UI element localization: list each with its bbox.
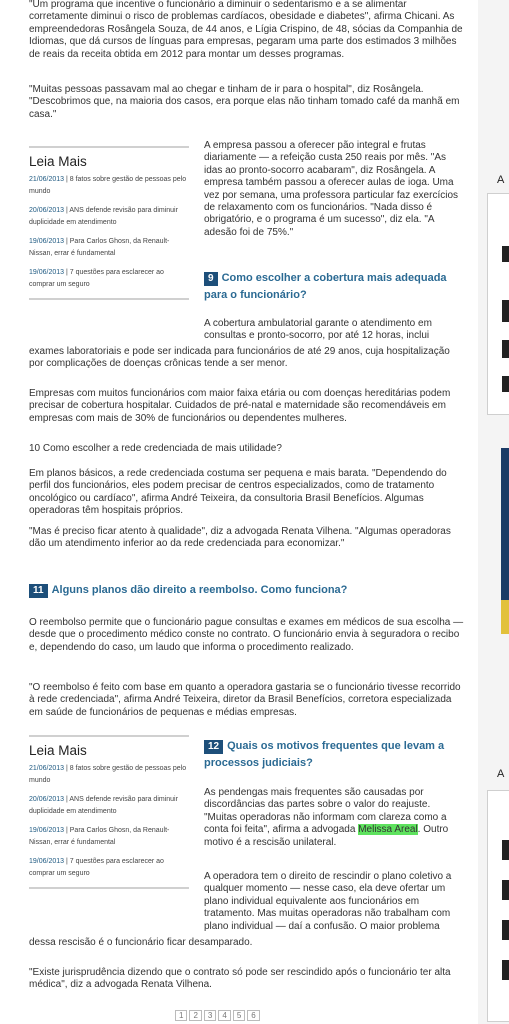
sidebar-heading: A <box>497 768 505 780</box>
leia-mais-title: Leia Mais <box>29 735 189 763</box>
paragraph-6: 10 Como escolher a rede credenciada de mais utilidade? <box>29 443 282 454</box>
sidebar-marker <box>502 376 509 392</box>
question-9-heading: 9 Como escolher a cobertura mais adequada para o funcionário? <box>204 272 447 301</box>
sidebar-marker <box>502 840 509 860</box>
paragraph-12a: A operadora tem o direito de rescindir o plano coletivo a qualquer momento — nesse caso, ela deve ofertar um plano individual equivalente aos funcionários em tratamento. Mas muitas operadoras não trabalham com plano individual — daí a confusão. O maior problema <box>204 871 452 932</box>
leia-mais-link[interactable]: 19/06/2013 | 7 questões para esclarecer ao comprar um seguro <box>29 858 164 877</box>
sidebar-widget-box <box>487 790 509 1022</box>
leia-mais-link[interactable]: 21/06/2013 | 8 fatos sobre gestão de pessoas pelo mundo <box>29 176 187 195</box>
paragraph-5: Empresas com muitos funcionários com maior faixa etária ou com doenças hereditárias podem precisar de cobertura hospitalar. Cuidados de pré-natal e maternidade são recomendáveis em empresas com mais de 30% de funcionários ou dependentes mulheres. <box>29 388 451 424</box>
leia-mais-box-2 <box>29 735 189 889</box>
paragraph-4b: exames laboratoriais e pode ser indicada para funcionários de até 29 anos, cuja hospitalização por complicações de doenças crônicas tende a ser menor. <box>29 346 450 370</box>
divider <box>29 298 189 300</box>
leia-mais-link[interactable]: 20/06/2013 | ANS defende revisão para diminuir duplicidade em atendimento <box>29 796 178 815</box>
paragraph-12b: dessa rescisão é o funcionário ficar desamparado. <box>29 937 253 948</box>
question-number-badge: 11 <box>29 584 48 598</box>
leia-mais-link[interactable]: 19/06/2013 | Para Carlos Ghosn, da Renault-Nissan, errar é fundamental <box>29 827 170 846</box>
sidebar-marker <box>502 880 509 900</box>
paragraph-11: As pendengas mais frequentes são causadas por discordâncias das partes sobre o valor do reajuste. "Muitas operadoras não informam com clareza como a conta foi feita", afirma a advogada Melissa Areal. Outro motivo é a rescisão unilateral. <box>204 787 449 848</box>
sidebar-marker <box>502 340 509 358</box>
pagination <box>175 1010 262 1021</box>
sidebar-ad-accent <box>501 600 509 634</box>
paragraph-2: "Muitas pessoas passavam mal ao chegar e tinham de ir para o hospital", diz Rosângela. "Descobrimos que, na maioria dos casos, era porque elas não tinham tomado café da manhã em casa." <box>29 84 460 120</box>
question-12-heading: 12 Quais os motivos frequentes que levam a processos judiciais? <box>204 740 445 769</box>
paragraph-9: O reembolso permite que o funcionário pague consultas e exames em médicos de sua escolha — desde que o procedimento médico conste no contrato. O funcionário envia à seguradora o recibo e, dependendo do caso, um laudo que informa o procedimento realizado. <box>29 617 464 653</box>
paragraph-13: "Existe jurisprudência dizendo que o contrato só pode ser rescindido após o funcionário ter alta médica", diz a advogada Renata Vilhena. <box>29 967 451 991</box>
page-link[interactable]: 1 <box>175 1010 187 1021</box>
paragraph-1: "Um programa que incentive o funcionário a diminuir o sedentarismo e a se alimentar corretamente diminui o risco de problemas cardíacos, obesidade e diabetes", afirma Chicani. As empreendedoras Rosângela Souza, de 44 anos, e Lígia Crispino, de 48, sócias da Companhia de Idiomas, que dá cursos de línguas para empresas, pegaram uma parte dos estimados 3 milhões de reais da receita obtida em 2012 para montar um desses programas. <box>29 0 463 60</box>
leia-mais-link[interactable]: 19/06/2013 | Para Carlos Ghosn, da Renault-Nissan, errar é fundamental <box>29 238 170 257</box>
paragraph-3: A empresa passou a oferecer pão integral e frutas diariamente — a refeição custa 250 reais por mês. "As idas ao pronto-socorro acabaram", diz Rosângela. A empresa também passou a oferecer aulas de ioga. Uma vez por semana, uma professora particular faz exercícios de relaxamento com os funcionários. "Nada disso é obrigatório, e o programa é um sucesso", diz ela. "A adesão foi de 75%." <box>204 140 458 238</box>
leia-mais-box-1 <box>29 146 189 300</box>
paragraph-7: Em planos básicos, a rede credenciada costuma ser pequena e mais barata. "Dependendo do perfil dos funcionários, eles podem precisar de centros especializados, como de tratamento oncológico ou cardíaco", afirma André Teixeira, da consultoria Brasil Benefícios. Algumas operadoras têm hospitais próprios. <box>29 468 447 517</box>
question-number-badge: 12 <box>204 740 223 754</box>
paragraph-10: "O reembolso é feito com base em quanto a operadora gastaria se o funcionário tivesse recorrido à rede credenciada", afirma André Teixeira, diretor da Brasil Benefícios, corretora especializada em saúde de funcionários de pequenas e médias empresas. <box>29 682 461 718</box>
divider <box>29 887 189 889</box>
page-link[interactable]: 3 <box>204 1010 216 1021</box>
leia-mais-link[interactable]: 20/06/2013 | ANS defende revisão para diminuir duplicidade em atendimento <box>29 207 178 226</box>
sidebar-marker <box>502 960 509 980</box>
sidebar-marker <box>502 300 509 322</box>
highlighted-name: Melissa Areal <box>358 824 418 836</box>
paragraph-8: "Mas é preciso ficar atento à qualidade", diz a advogada Renata Vilhena. "Algumas operadoras dão um atendimento inferior ao da rede credenciada para economizar." <box>29 526 451 550</box>
page-link[interactable]: 4 <box>218 1010 230 1021</box>
sidebar-heading: A <box>497 174 505 186</box>
page-link[interactable]: 5 <box>233 1010 245 1021</box>
question-number-badge: 9 <box>204 272 218 286</box>
leia-mais-link[interactable]: 21/06/2013 | 8 fatos sobre gestão de pessoas pelo mundo <box>29 765 187 784</box>
question-11-heading: 11 Alguns planos dão direito a reembolso. Como funciona? <box>29 582 466 599</box>
leia-mais-link[interactable]: 19/06/2013 | 7 questões para esclarecer ao comprar um seguro <box>29 269 164 288</box>
page-link[interactable]: 6 <box>247 1010 259 1021</box>
sidebar-marker <box>502 920 509 940</box>
leia-mais-title: Leia Mais <box>29 146 189 174</box>
page-link[interactable]: 2 <box>189 1010 201 1021</box>
paragraph-4a: A cobertura ambulatorial garante o atendimento em consultas e pronto-socorro, por até 12 horas, inclui <box>204 318 432 342</box>
sidebar-marker <box>502 246 509 262</box>
